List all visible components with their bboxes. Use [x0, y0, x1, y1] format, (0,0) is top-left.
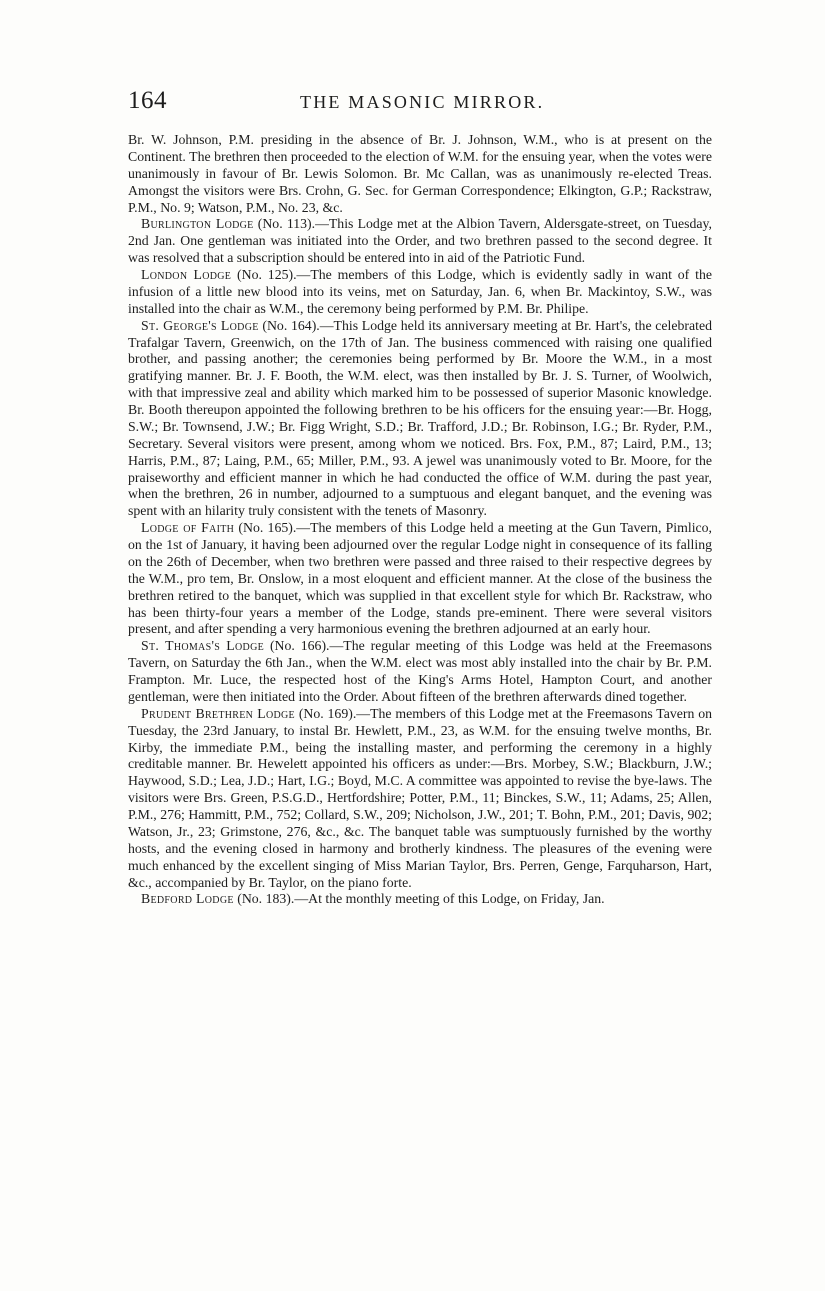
paragraph-text: Br. W. Johnson, P.M. presiding in the absence of Br. J. Johnson, W.M., who is at present on the Continent. The brethren then proceeded to the election of W.M. for the ensuing year, when the votes were unanimously in favour of Br. Lewis Solomon. Br. Mc Callan, was as unanimously re-elected Treas. Amongst the visitors were Brs. Crohn, G. Sec. for German Correspondence; Elkington, G.P.; Rackstraw, P.M., No. 9; Watson, P.M., No. 23, &c.: [128, 132, 712, 215]
lodge-name: St. George's Lodge: [141, 317, 259, 333]
paragraph-text: —At the monthly meeting of this Lodge, on Friday, Jan.: [294, 891, 605, 907]
paragraph-st-thomas-lodge: [128, 638, 712, 706]
lodge-number: (No. 165).: [238, 520, 297, 536]
paragraph-bedford-lodge: [128, 891, 712, 908]
lodge-number: (No. 164).: [262, 317, 320, 333]
lodge-name: Burlington Lodge: [141, 216, 254, 232]
paragraph-burlington-lodge: [128, 216, 712, 267]
page-header: [128, 86, 712, 116]
paragraph-johnson-election: [128, 132, 712, 216]
paragraph-text: —The members of this Lodge, which is evidently sadly in want of the infusion of a little new blood into its veins, met on Saturday, Jan. 6, when Br. Mackintoy, S.W., was installed into the chair as W.M., the ceremony being performed by P.M. Br. Philipe.: [128, 267, 712, 316]
lodge-name: Lodge of Faith: [141, 520, 235, 536]
article-body: [128, 132, 712, 908]
paragraph-lodge-of-faith: [128, 520, 712, 638]
lodge-name: Bedford Lodge: [141, 891, 234, 907]
paragraph-text: —The members of this Lodge held a meeting at the Gun Tavern, Pimlico, on the 1st of January, it having been adjourned over the regular Lodge night in consequence of its falling on the 26th of December, when two brethren were passed and three raised to their respective degrees by the W.M., pro tem, Br. Onslow, in a most eloquent and efficient manner. At the close of the business the brethren retired to the banquet, which was supplied in that excellent style for which Br. Rackstraw, who has been thirty-four years a member of the Lodge, stands pre-eminent. There were several visitors present, and after spending a very harmonious evening the brethren adjourned at an early hour.: [128, 520, 712, 637]
lodge-number: (No. 166).: [269, 638, 330, 654]
paragraph-text: —The regular meeting of this Lodge was held at the Freemasons Tavern, on Saturday the 6th Jan., when the W.M. elect was most ably installed into the chair by Br. P.M. Frampton. Mr. Luce, the respected host of the King's Arms Hotel, Hampton Court, and another gentleman, were then initiated into the Order. About fifteen of the brethren afterwards dined together.: [128, 638, 712, 704]
running-title: THE MASONIC MIRROR.: [300, 92, 545, 112]
paragraph-st-georges-lodge: [128, 318, 712, 521]
lodge-name: St. Thomas's Lodge: [141, 638, 265, 654]
paragraph-prudent-brethren-lodge: [128, 706, 712, 892]
paragraph-text: —The members of this Lodge met at the Freemasons Tavern on Tuesday, the 23rd January, to instal Br. Hewlett, P.M., 23, as W.M. for the ensuing twelve months, Br. Kirby, the immediate P.M., being the installing master, and performing the ceremony in a highly creditable manner. Br. Hewelett appointed his officers as under:—Brs. Morbey, S.W.; Blackburn, J.W.; Haywood, S.D.; Lea, J.D.; Hart, I.G.; Boyd, M.C. A committee was appointed to revise the bye-laws. The visitors were Brs. Green, P.S.G.D., Hertfordshire; Potter, P.M., 11; Binckes, S.W., 11; Adams, 25; Allen, P.M., 276; Hammitt, P.M., 752; Collard, S.W., 209; Nicholson, J.W., 201; T. Bohn, P.M., 201; Davis, 902; Watson, Jr., 23; Grimstone, 276, &c., &c. The banquet table was sumptuously furnished by the worthy hosts, and the evening closed in harmony and brotherly kindness. The pleasures of the evening were much enhanced by the excellent singing of Miss Marian Taylor, Brs. Perren, Genge, Farquharson, Hart, &c., accompanied by Br. Taylor, on the piano forte.: [128, 705, 712, 890]
lodge-number: (No. 169).: [298, 705, 357, 721]
page-number: 164: [128, 87, 167, 114]
paragraph-text: —This Lodge met at the Albion Tavern, Aldersgate-street, on Tuesday, 2nd Jan. One gentleman was initiated into the Order, and two brethren passed to the second degree. It was resolved that a subscription should be entered into in aid of the Patriotic Fund.: [128, 216, 712, 266]
paragraph-text: —This Lodge held its anniversary meeting at Br. Hart's, the celebrated Trafalgar Tavern, Greenwich, on the 17th of Jan. The business commenced with raising one qualified brother, and passing another; the ceremonies being performed by Br. Moore the W.M., in a most gratifying manner. Br. J. F. Booth, the W.M. elect, was then installed by Br. J. S. Turner, of Woolwich, with that impressive zeal and ability which marked him to be possessed of superior Masonic knowledge. Br. Booth thereupon appointed the following brethren to be his officers for the ensuing year:—Br. Hogg, S.W.; Br. Townsend, J.W.; Br. Figg Wright, S.D.; Br. Trafford, J.D.; Br. Robinson, I.G.; Br. Ryder, P.M., Secretary. Several visitors were present, among whom we noticed. Brs. Fox, P.M., 87; Laird, P.M., 13; Harris, P.M., 87; Laing, P.M., 65; Miller, P.M., 93. A jewel was unanimously voted to Br. Moore, for the praiseworthy and efficient manner in which he had conducted the office of W.M. during the past year, when the brethren, 26 in number, adjourned to a sumptuous and elegant banquet, and the evening was spent with an hilarity truly consistent with the tenets of Masonry.: [128, 317, 712, 519]
lodge-number: (No. 113).: [257, 216, 316, 232]
lodge-name: Prudent Brethren Lodge: [141, 705, 295, 721]
lodge-number: (No. 183).: [237, 891, 295, 907]
lodge-name: London Lodge: [141, 267, 232, 282]
lodge-number: (No. 125).: [237, 267, 297, 282]
paragraph-london-lodge: [128, 267, 712, 318]
